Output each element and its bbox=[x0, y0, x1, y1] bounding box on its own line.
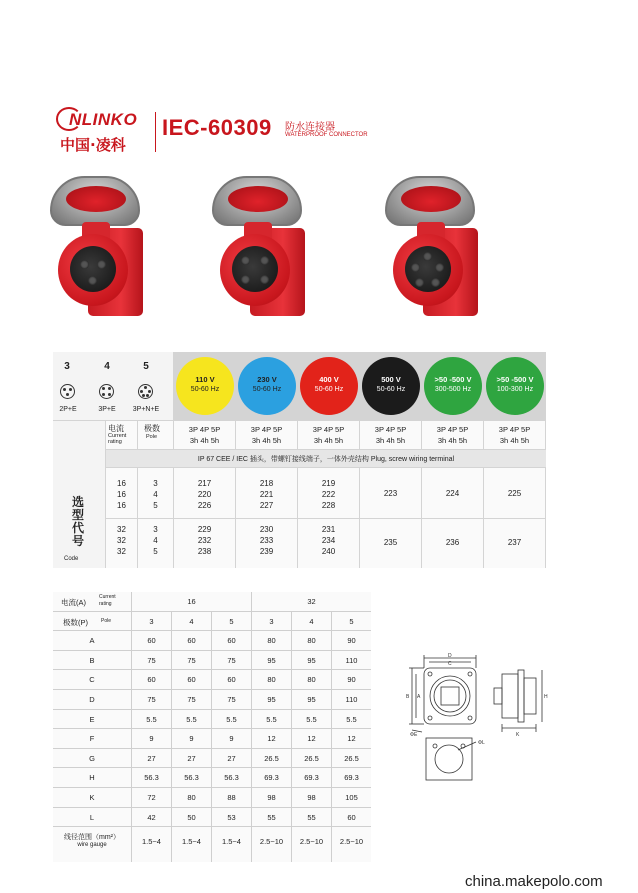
dim-row-label: H bbox=[53, 768, 131, 787]
dim-value-cell: 69.3 bbox=[252, 768, 291, 787]
ip-note: IP 67 CEE / IEC 插头，带螺钉接线端子，一体外壳结构 Plug, screw wiring terminal bbox=[197, 456, 455, 463]
dimension-table bbox=[53, 592, 371, 862]
dim-wire-cell: 2.5~10 bbox=[292, 827, 331, 862]
pole-count-4: 4 bbox=[104, 361, 110, 372]
code-cell-16a: 224 bbox=[422, 468, 483, 518]
dim-value-cell: 95 bbox=[292, 651, 331, 670]
selection-table bbox=[53, 352, 546, 568]
dim-current-header: 电流(A) Current rating bbox=[53, 592, 131, 611]
dim-value-cell: 26.5 bbox=[292, 749, 331, 768]
dim-value-cell: 5.5 bbox=[292, 710, 331, 729]
voltage-value: 400 V bbox=[319, 375, 339, 384]
dim-wire-cell: 1.5~4 bbox=[212, 827, 251, 862]
dim-row-label: D bbox=[53, 690, 131, 709]
frequency-value: 50-60 Hz bbox=[252, 386, 282, 393]
dim-value-cell: 9 bbox=[132, 729, 171, 748]
pole-header: 极数 Pole bbox=[138, 421, 173, 449]
code-cell-16a: 218 221 227 bbox=[236, 468, 297, 518]
dim-value-cell: 95 bbox=[292, 690, 331, 709]
voltage-badge bbox=[486, 357, 544, 415]
dim-row-label: C bbox=[53, 670, 131, 689]
dim-value-cell: 60 bbox=[172, 631, 211, 650]
dim-value-cell: 95 bbox=[252, 651, 291, 670]
code-cell-32a: 235 bbox=[360, 519, 421, 568]
dim-value-cell: 75 bbox=[172, 690, 211, 709]
product-image-4pole bbox=[212, 176, 307, 326]
drawing-label-b: B bbox=[406, 694, 410, 700]
dim-value-cell: 56.3 bbox=[212, 768, 251, 787]
voltage-badge bbox=[238, 357, 296, 415]
pole-count-5: 5 bbox=[143, 361, 149, 372]
dim-value-cell: 26.5 bbox=[252, 749, 291, 768]
dim-row-label: L bbox=[53, 808, 131, 827]
side-label-char: 选 bbox=[71, 495, 84, 509]
group16-poles: 3 4 5 bbox=[138, 468, 173, 518]
dim-pole-cell: 5 bbox=[212, 612, 251, 631]
dim-value-cell: 56.3 bbox=[172, 768, 211, 787]
dim-value-cell: 75 bbox=[172, 651, 211, 670]
group32-poles: 3 4 5 bbox=[138, 519, 173, 568]
pin-5-icon bbox=[138, 384, 153, 399]
frequency-value: 50-60 Hz bbox=[376, 386, 406, 393]
brand-latin: NLINKO bbox=[69, 110, 138, 129]
dim-pole-cell: 4 bbox=[292, 612, 331, 631]
dim-value-cell: 9 bbox=[172, 729, 211, 748]
dim-value-cell: 5.5 bbox=[332, 710, 371, 729]
dim-value-cell: 75 bbox=[212, 690, 251, 709]
dim-value-cell: 5.5 bbox=[252, 710, 291, 729]
dim-value-cell: 98 bbox=[252, 788, 291, 807]
technical-drawing bbox=[404, 652, 554, 822]
product-image-5pole bbox=[385, 176, 480, 326]
code-cell-16a: 217 220 226 bbox=[174, 468, 235, 518]
dim-value-cell: 90 bbox=[332, 670, 371, 689]
dim-value-cell: 88 bbox=[212, 788, 251, 807]
ip-note-row bbox=[106, 450, 546, 467]
drawing-label-k: K bbox=[516, 732, 520, 738]
dim-value-cell: 80 bbox=[252, 670, 291, 689]
pole-label-5: 3P+N+E bbox=[132, 406, 160, 413]
dim-row-label: A bbox=[53, 631, 131, 650]
dim-value-cell: 53 bbox=[212, 808, 251, 827]
side-label-char: 号 bbox=[71, 534, 84, 548]
dim-pole-cell: 3 bbox=[132, 612, 171, 631]
dim-wire-cell: 1.5~4 bbox=[172, 827, 211, 862]
code-cell-32a: 237 bbox=[484, 519, 545, 568]
dim-value-cell: 12 bbox=[252, 729, 291, 748]
dim-pole-cell: 3 bbox=[252, 612, 291, 631]
dim-value-cell: 95 bbox=[252, 690, 291, 709]
dim-value-cell: 27 bbox=[172, 749, 211, 768]
pin-3-icon bbox=[60, 384, 75, 399]
dim-value-cell: 80 bbox=[292, 670, 331, 689]
dim-value-cell: 69.3 bbox=[332, 768, 371, 787]
voltage-value: 110 V bbox=[195, 375, 215, 384]
dim-value-cell: 55 bbox=[252, 808, 291, 827]
code-cell-32a: 229 232 238 bbox=[174, 519, 235, 568]
dim-pole-header: 极数(P) Pole bbox=[53, 612, 131, 631]
dim-pole-cell: 5 bbox=[332, 612, 371, 631]
dim-value-cell: 110 bbox=[332, 690, 371, 709]
voltage-value: 500 V bbox=[381, 375, 401, 384]
dim-wire-label: 线径范围（mm²） wire gauge bbox=[53, 827, 131, 862]
dim-pole-cell: 4 bbox=[172, 612, 211, 631]
dim-value-cell: 90 bbox=[332, 631, 371, 650]
dim-group-header: 16 bbox=[132, 592, 251, 611]
frequency-value: 50-60 Hz bbox=[314, 386, 344, 393]
voltage-value: >50 -500 V bbox=[434, 375, 472, 384]
pole-type-cell: 3P 4P 5P 3h 4h 5h bbox=[484, 421, 545, 449]
dim-row-label: K bbox=[53, 788, 131, 807]
dim-value-cell: 5.5 bbox=[132, 710, 171, 729]
code-side-label-en: Code bbox=[64, 556, 79, 562]
pole-label-3: 2P+E bbox=[59, 406, 77, 413]
product-image-3pole bbox=[50, 176, 145, 326]
code-cell-16a: 223 bbox=[360, 468, 421, 518]
product-title-cn: 防水连接器 bbox=[285, 122, 335, 133]
side-label-char: 型 bbox=[71, 508, 84, 522]
header-divider bbox=[155, 112, 156, 152]
dim-value-cell: 27 bbox=[212, 749, 251, 768]
current-header: 电流 Current rating bbox=[106, 421, 137, 449]
dim-value-cell: 80 bbox=[172, 788, 211, 807]
dim-value-cell: 55 bbox=[292, 808, 331, 827]
code-side-label-cn bbox=[70, 496, 86, 548]
code-cell-32a: 231 234 240 bbox=[298, 519, 359, 568]
group32-current: 32 32 32 bbox=[106, 519, 137, 568]
pole-type-cell: 3P 4P 5P 3h 4h 5h bbox=[298, 421, 359, 449]
voltage-value: >50 -500 V bbox=[496, 375, 534, 384]
dim-wire-cell: 2.5~10 bbox=[332, 827, 371, 862]
frequency-value: 300-500 Hz bbox=[434, 386, 472, 393]
dim-value-cell: 60 bbox=[212, 631, 251, 650]
watermark-text: china.makepolo.com bbox=[465, 873, 603, 890]
voltage-badge bbox=[362, 357, 420, 415]
drawing-label-a: A bbox=[417, 694, 421, 700]
drawing-label-h: H bbox=[544, 694, 548, 700]
dim-value-cell: 75 bbox=[132, 651, 171, 670]
brand-logo bbox=[58, 110, 158, 156]
dim-value-cell: 12 bbox=[332, 729, 371, 748]
dim-value-cell: 60 bbox=[132, 631, 171, 650]
voltage-badge bbox=[424, 357, 482, 415]
dim-value-cell: 80 bbox=[292, 631, 331, 650]
dim-value-cell: 110 bbox=[332, 651, 371, 670]
dim-value-cell: 56.3 bbox=[132, 768, 171, 787]
code-cell-32a: 230 233 239 bbox=[236, 519, 297, 568]
dim-row-label: B bbox=[53, 651, 131, 670]
dim-value-cell: 60 bbox=[212, 670, 251, 689]
dim-row-label: F bbox=[53, 729, 131, 748]
product-title-en: WATERPROOF CONNECTOR bbox=[285, 132, 368, 138]
brand-chinese: 中国·凌科 bbox=[60, 136, 126, 154]
dim-value-cell: 5.5 bbox=[212, 710, 251, 729]
dim-value-cell: 75 bbox=[212, 651, 251, 670]
code-cell-16a: 225 bbox=[484, 468, 545, 518]
dim-value-cell: 26.5 bbox=[332, 749, 371, 768]
dim-value-cell: 5.5 bbox=[172, 710, 211, 729]
standard-title: IEC-60309 bbox=[162, 115, 272, 140]
dim-value-cell: 27 bbox=[132, 749, 171, 768]
group16-current: 16 16 16 bbox=[106, 468, 137, 518]
code-cell-16a: 219 222 228 bbox=[298, 468, 359, 518]
dim-value-cell: 69.3 bbox=[292, 768, 331, 787]
dim-value-cell: 50 bbox=[172, 808, 211, 827]
dim-value-cell: 98 bbox=[292, 788, 331, 807]
c-swoosh-icon bbox=[56, 107, 82, 131]
dim-value-cell: 9 bbox=[212, 729, 251, 748]
pole-icons-cell bbox=[53, 352, 173, 420]
dim-value-cell: 60 bbox=[172, 670, 211, 689]
pin-4-icon bbox=[99, 384, 114, 399]
voltage-value: 230 V bbox=[257, 375, 277, 384]
dim-row-label: E bbox=[53, 710, 131, 729]
frequency-value: 100-300 Hz bbox=[496, 386, 534, 393]
side-label-char: 代 bbox=[71, 521, 84, 535]
code-cell-32a: 236 bbox=[422, 519, 483, 568]
drawing-label-c: C bbox=[448, 661, 452, 667]
dim-group-header: 32 bbox=[252, 592, 371, 611]
pole-label-4: 3P+E bbox=[98, 406, 116, 413]
pole-type-cell: 3P 4P 5P 3h 4h 5h bbox=[422, 421, 483, 449]
pole-count-3: 3 bbox=[64, 361, 70, 372]
dim-value-cell: 42 bbox=[132, 808, 171, 827]
brand-logo-mark bbox=[58, 110, 137, 130]
dim-wire-cell: 1.5~4 bbox=[132, 827, 171, 862]
dim-wire-cell: 2.5~10 bbox=[252, 827, 291, 862]
pole-type-cell: 3P 4P 5P 3h 4h 5h bbox=[236, 421, 297, 449]
pole-type-cell: 3P 4P 5P 3h 4h 5h bbox=[360, 421, 421, 449]
dim-value-cell: 12 bbox=[292, 729, 331, 748]
pole-type-cell: 3P 4P 5P 3h 4h 5h bbox=[174, 421, 235, 449]
drawing-label-r: ΦL bbox=[478, 740, 485, 746]
dim-value-cell: 72 bbox=[132, 788, 171, 807]
dim-value-cell: 105 bbox=[332, 788, 371, 807]
dim-value-cell: 60 bbox=[132, 670, 171, 689]
dim-value-cell: 60 bbox=[332, 808, 371, 827]
dim-value-cell: 80 bbox=[252, 631, 291, 650]
drawing-label-e: ΦE bbox=[410, 732, 418, 738]
dim-row-label: G bbox=[53, 749, 131, 768]
dim-value-cell: 75 bbox=[132, 690, 171, 709]
drawing-label-d: D bbox=[448, 653, 452, 659]
front-view-plate bbox=[424, 668, 476, 724]
voltage-badge bbox=[176, 357, 234, 415]
voltage-badge bbox=[300, 357, 358, 415]
frequency-value: 50-60 Hz bbox=[190, 386, 220, 393]
